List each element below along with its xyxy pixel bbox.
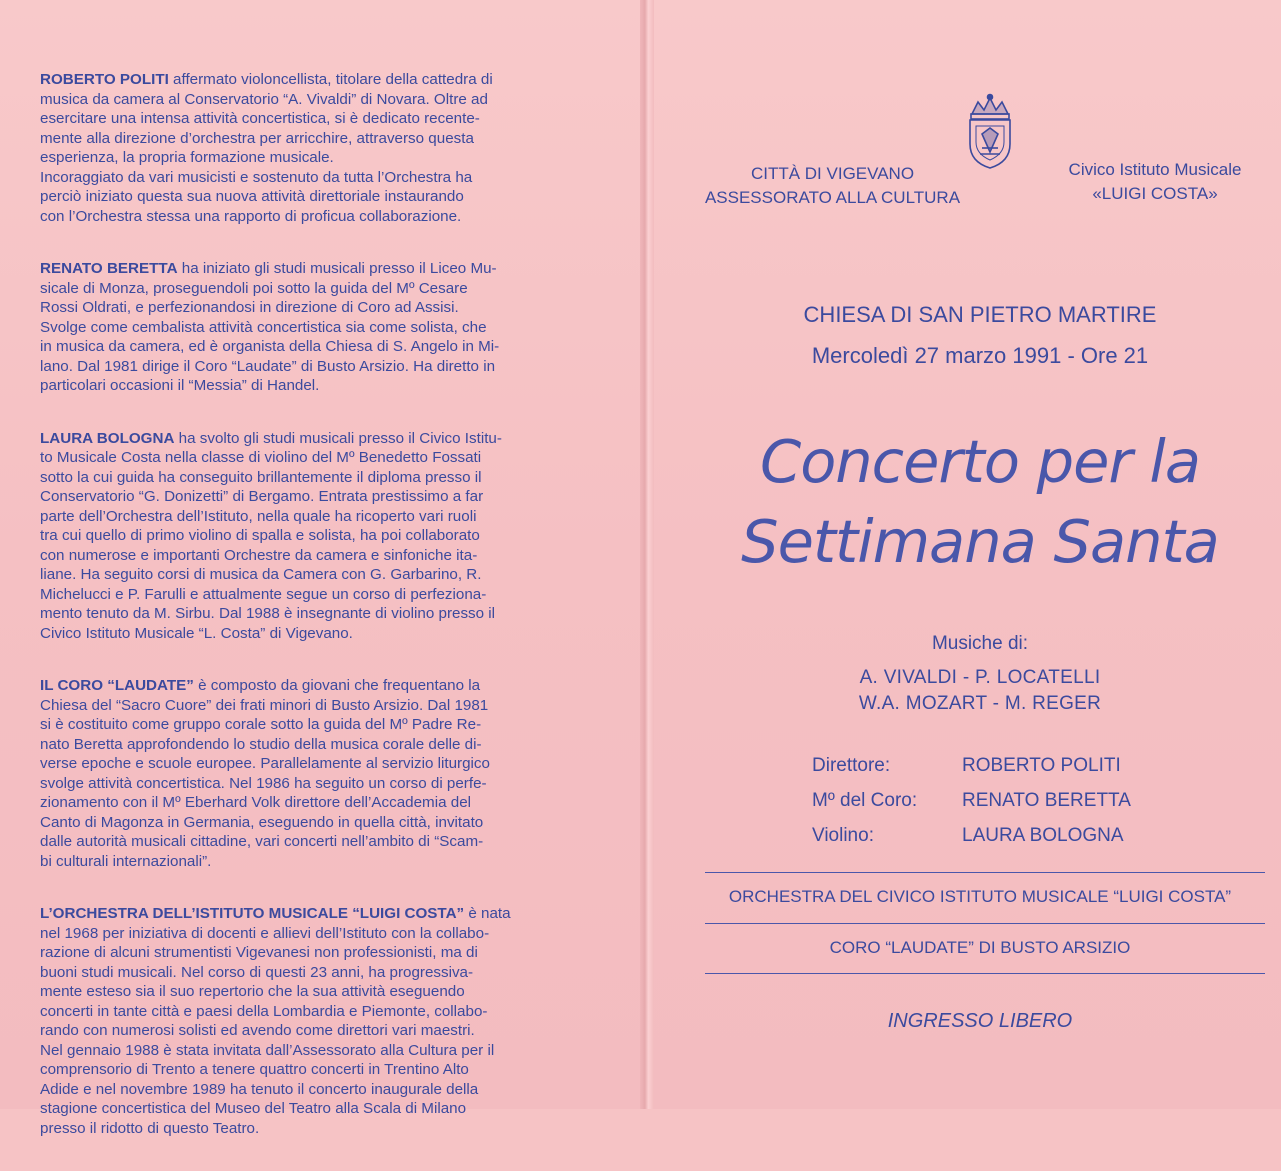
- credit-name: LAURA BOLOGNA: [962, 825, 1124, 846]
- bio-line: sotto la cui guida ha conseguito brillantemente il diploma presso il: [40, 468, 482, 486]
- bio-text: ha svolto gli studi musicali presso il Civico Istitu-: [174, 429, 502, 447]
- bio-name: LAURA BOLOGNA: [40, 429, 175, 447]
- bio-line: nato Beretta approfondendo lo studio della musica corale delle di-: [40, 735, 482, 753]
- choir-name: CORO “LAUDATE” DI BUSTO ARSIZIO: [829, 938, 1131, 957]
- orchestra-name: ORCHESTRA DEL CIVICO ISTITUTO MUSICALE “LUIGI COSTA”: [728, 887, 1232, 906]
- bio-line: svolge attività concertistica. Nel 1986 ha seguito un corso di perfe-: [40, 774, 487, 792]
- bio-line: particolari occasioni il “Messia” di Handel.: [40, 377, 320, 394]
- divider: [705, 872, 1265, 873]
- bio-line: sicale di Monza, proseguendoli poi sotto la guida del Mº Cesare: [40, 279, 468, 297]
- bio-line: [40, 70, 575, 90]
- title-line-1: Concerto per la: [760, 427, 1200, 496]
- bio-name: RENATO BERETTA: [40, 260, 178, 277]
- credit-role: Violino:: [812, 825, 874, 846]
- bio-line: Chiesa del “Sacro Cuore” dei frati minori di Busto Arsizio. Dal 1981: [40, 696, 489, 714]
- bio-line: verse epoche e scuole europee. Parallelamente al servizio liturgico: [40, 755, 490, 772]
- bio-line: nel 1968 per iniziativa di docenti e allievi dell’Istituto con la collabo-: [40, 924, 490, 942]
- bio-line: si è costituito come gruppo corale sotto la guida del Mº Padre Re-: [40, 716, 482, 733]
- bio-line: mente alla direzione d’orchestra per arricchire, attraverso questa: [40, 129, 474, 147]
- institute-name: «LUIGI COSTA»: [1092, 184, 1218, 203]
- bio-line: concerti in tante città e paesi della Lombardia e Piemonte, collabo-: [40, 1002, 488, 1020]
- bio-text: è composto da giovani che frequentano la: [193, 677, 481, 694]
- bio-line: Rossi Oldrati, e perfezionandosi in direzione di Coro ad Assisi.: [40, 299, 459, 316]
- biographies-panel: [40, 70, 575, 1171]
- title-line-2: Settimana Santa: [741, 507, 1219, 576]
- bio-line: parte dell’Orchestra dell’Istituto, nella quale ha ricoperto vari ruoli: [40, 507, 477, 525]
- bio-line: con l’Orchestra stessa una rapporto di proficua collaborazione.: [40, 207, 462, 225]
- bio-line: Nel gennaio 1988 è stata invitata dall’Assessorato alla Cultura per il: [40, 1041, 495, 1059]
- bio-line: Svolge come cembalista attività concertistica sia come solista, che: [40, 318, 487, 336]
- bio-line: [40, 676, 575, 696]
- bio-line: zionamento con il Mº Eberhard Volk direttore dell’Accademia del: [40, 794, 472, 811]
- bio-paragraph: [40, 259, 575, 396]
- event-datetime: Mercoledì 27 marzo 1991 - Ore 21: [811, 343, 1149, 368]
- bio-line: esercitare una intensa attività concertistica, si è dedicato recente-: [40, 110, 480, 127]
- bio-line: [40, 904, 575, 924]
- city-heading: [700, 162, 965, 210]
- bio-line: Incoraggiato da vari musicisti e sostenuto da tutta l’Orchestra ha: [40, 168, 473, 186]
- bio-line: in musica da camera, ed è organista della Chiesa di S. Angelo in Mi-: [40, 338, 500, 355]
- credit-row: [812, 748, 1131, 783]
- bio-paragraph: [40, 70, 575, 226]
- cover-panel: [660, 0, 1281, 1109]
- divider: [705, 973, 1265, 974]
- divider: [705, 923, 1265, 924]
- bio-text: ha iniziato gli studi musicali presso il Liceo Mu-: [177, 260, 497, 277]
- bio-line: razione di alcuni strumentisti Vigevanesi non professionisti, ma di: [40, 944, 478, 961]
- bio-line: Michelucci e P. Farulli e attualmente segue un corso di perfeziona-: [40, 585, 487, 603]
- event-details: [660, 294, 1281, 376]
- center-fold: [640, 0, 654, 1109]
- credit-row: [812, 783, 1131, 818]
- bio-text: è nata: [464, 905, 511, 922]
- institute-label: Civico Istituto Musicale: [1068, 160, 1242, 179]
- credit-name: ROBERTO POLITI: [962, 755, 1121, 776]
- bio-line: mente esteso sia il suo repertorio che la sua attività eseguendo: [40, 983, 465, 1000]
- credit-row: [812, 818, 1131, 853]
- bio-name: IL CORO “LAUDATE”: [40, 677, 194, 694]
- assessorato-name: ASSESSORATO ALLA CULTURA: [704, 188, 961, 207]
- bio-name: ROBERTO POLITI: [40, 71, 169, 88]
- bio-line: perciò iniziato questa sua nuova attività direttoriale instaurando: [40, 188, 464, 205]
- bio-line: [40, 259, 575, 279]
- bio-line: dalle autorità musicali cittadine, vari concerti nell’ambito di “Scam-: [40, 833, 484, 850]
- program-composers: [660, 628, 1281, 717]
- bio-line: bi culturali internazionali”.: [40, 852, 212, 870]
- bio-text: affermato violoncellista, titolare della cattedra di: [168, 71, 493, 88]
- bio-line: Canto di Magonza in Germania, eseguendo in quella città, invitato: [40, 813, 484, 831]
- credit-role: Direttore:: [812, 755, 891, 776]
- bio-name: L’ORCHESTRA DELL’ISTITUTO MUSICALE “LUIGI COSTA”: [40, 905, 465, 922]
- bio-line: Adide e nel novembre 1989 ha tenuto il concerto inaugurale della: [40, 1080, 479, 1098]
- bio-line: tra cui quello di primo violino di spalla e solista, ha poi collaborato: [40, 527, 480, 544]
- credit-name: RENATO BERETTA: [962, 790, 1131, 811]
- bio-line: Conservatorio “G. Donizetti” di Bergamo. Entrata prestissimo a far: [40, 488, 484, 505]
- bio-paragraph: [40, 904, 575, 1138]
- bio-line: rando con numerosi solisti ed avendo come direttori vari maestri.: [40, 1022, 475, 1039]
- bio-line: esperienza, la propria formazione musicale.: [40, 149, 334, 166]
- bio-line: musica da camera al Conservatorio “A. Vivaldi” di Novara. Oltre ad: [40, 90, 488, 108]
- bio-line: con numerose e importanti Orchestre da camera e sinfoniche ita-: [40, 546, 478, 564]
- performer-credits: [812, 748, 1131, 853]
- bio-line: buoni studi musicali. Nel corso di questi 23 anni, ha progressiva-: [40, 963, 474, 981]
- bio-line: mento tenuto da M. Sirbu. Dal 1988 è insegnante di violino presso il: [40, 605, 496, 622]
- city-crest-icon: [960, 92, 1020, 172]
- musiche-label: Musiche di:: [931, 633, 1029, 654]
- institute-heading: [1040, 158, 1270, 206]
- bio-line: lano. Dal 1981 dirige il Coro “Laudate” di Busto Arsizio. Ha diretto in: [40, 357, 496, 375]
- city-name: CITTÀ DI VIGEVANO: [750, 164, 915, 183]
- bio-line: [40, 429, 575, 449]
- bio-line: Civico Istituto Musicale “L. Costa” di Vigevano.: [40, 624, 353, 642]
- composers-line-1: A. VIVALDI - P. LOCATELLI: [859, 667, 1101, 688]
- bio-line: liane. Ha seguito corsi di musica da Camera con G. Garbarino, R.: [40, 566, 482, 583]
- bio-line: stagione concertistica del Museo del Teatro alla Scala di Milano: [40, 1100, 467, 1117]
- bio-line: presso il ridotto di questo Teatro.: [40, 1119, 260, 1137]
- credit-role: Mº del Coro:: [812, 790, 918, 811]
- admission-note: INGRESSO LIBERO: [887, 1010, 1073, 1032]
- bio-paragraph: [40, 429, 575, 644]
- composers-line-2: W.A. MOZART - M. REGER: [858, 693, 1102, 714]
- concert-title: [660, 422, 1281, 582]
- venue: CHIESA DI SAN PIETRO MARTIRE: [803, 302, 1157, 327]
- bio-line: to Musicale Costa nella classe di violino del Mº Benedetto Fossati: [40, 449, 482, 466]
- bio-paragraph: [40, 676, 575, 871]
- bio-line: comprensorio di Trento a tenere quattro concerti in Trentino Alto: [40, 1061, 469, 1078]
